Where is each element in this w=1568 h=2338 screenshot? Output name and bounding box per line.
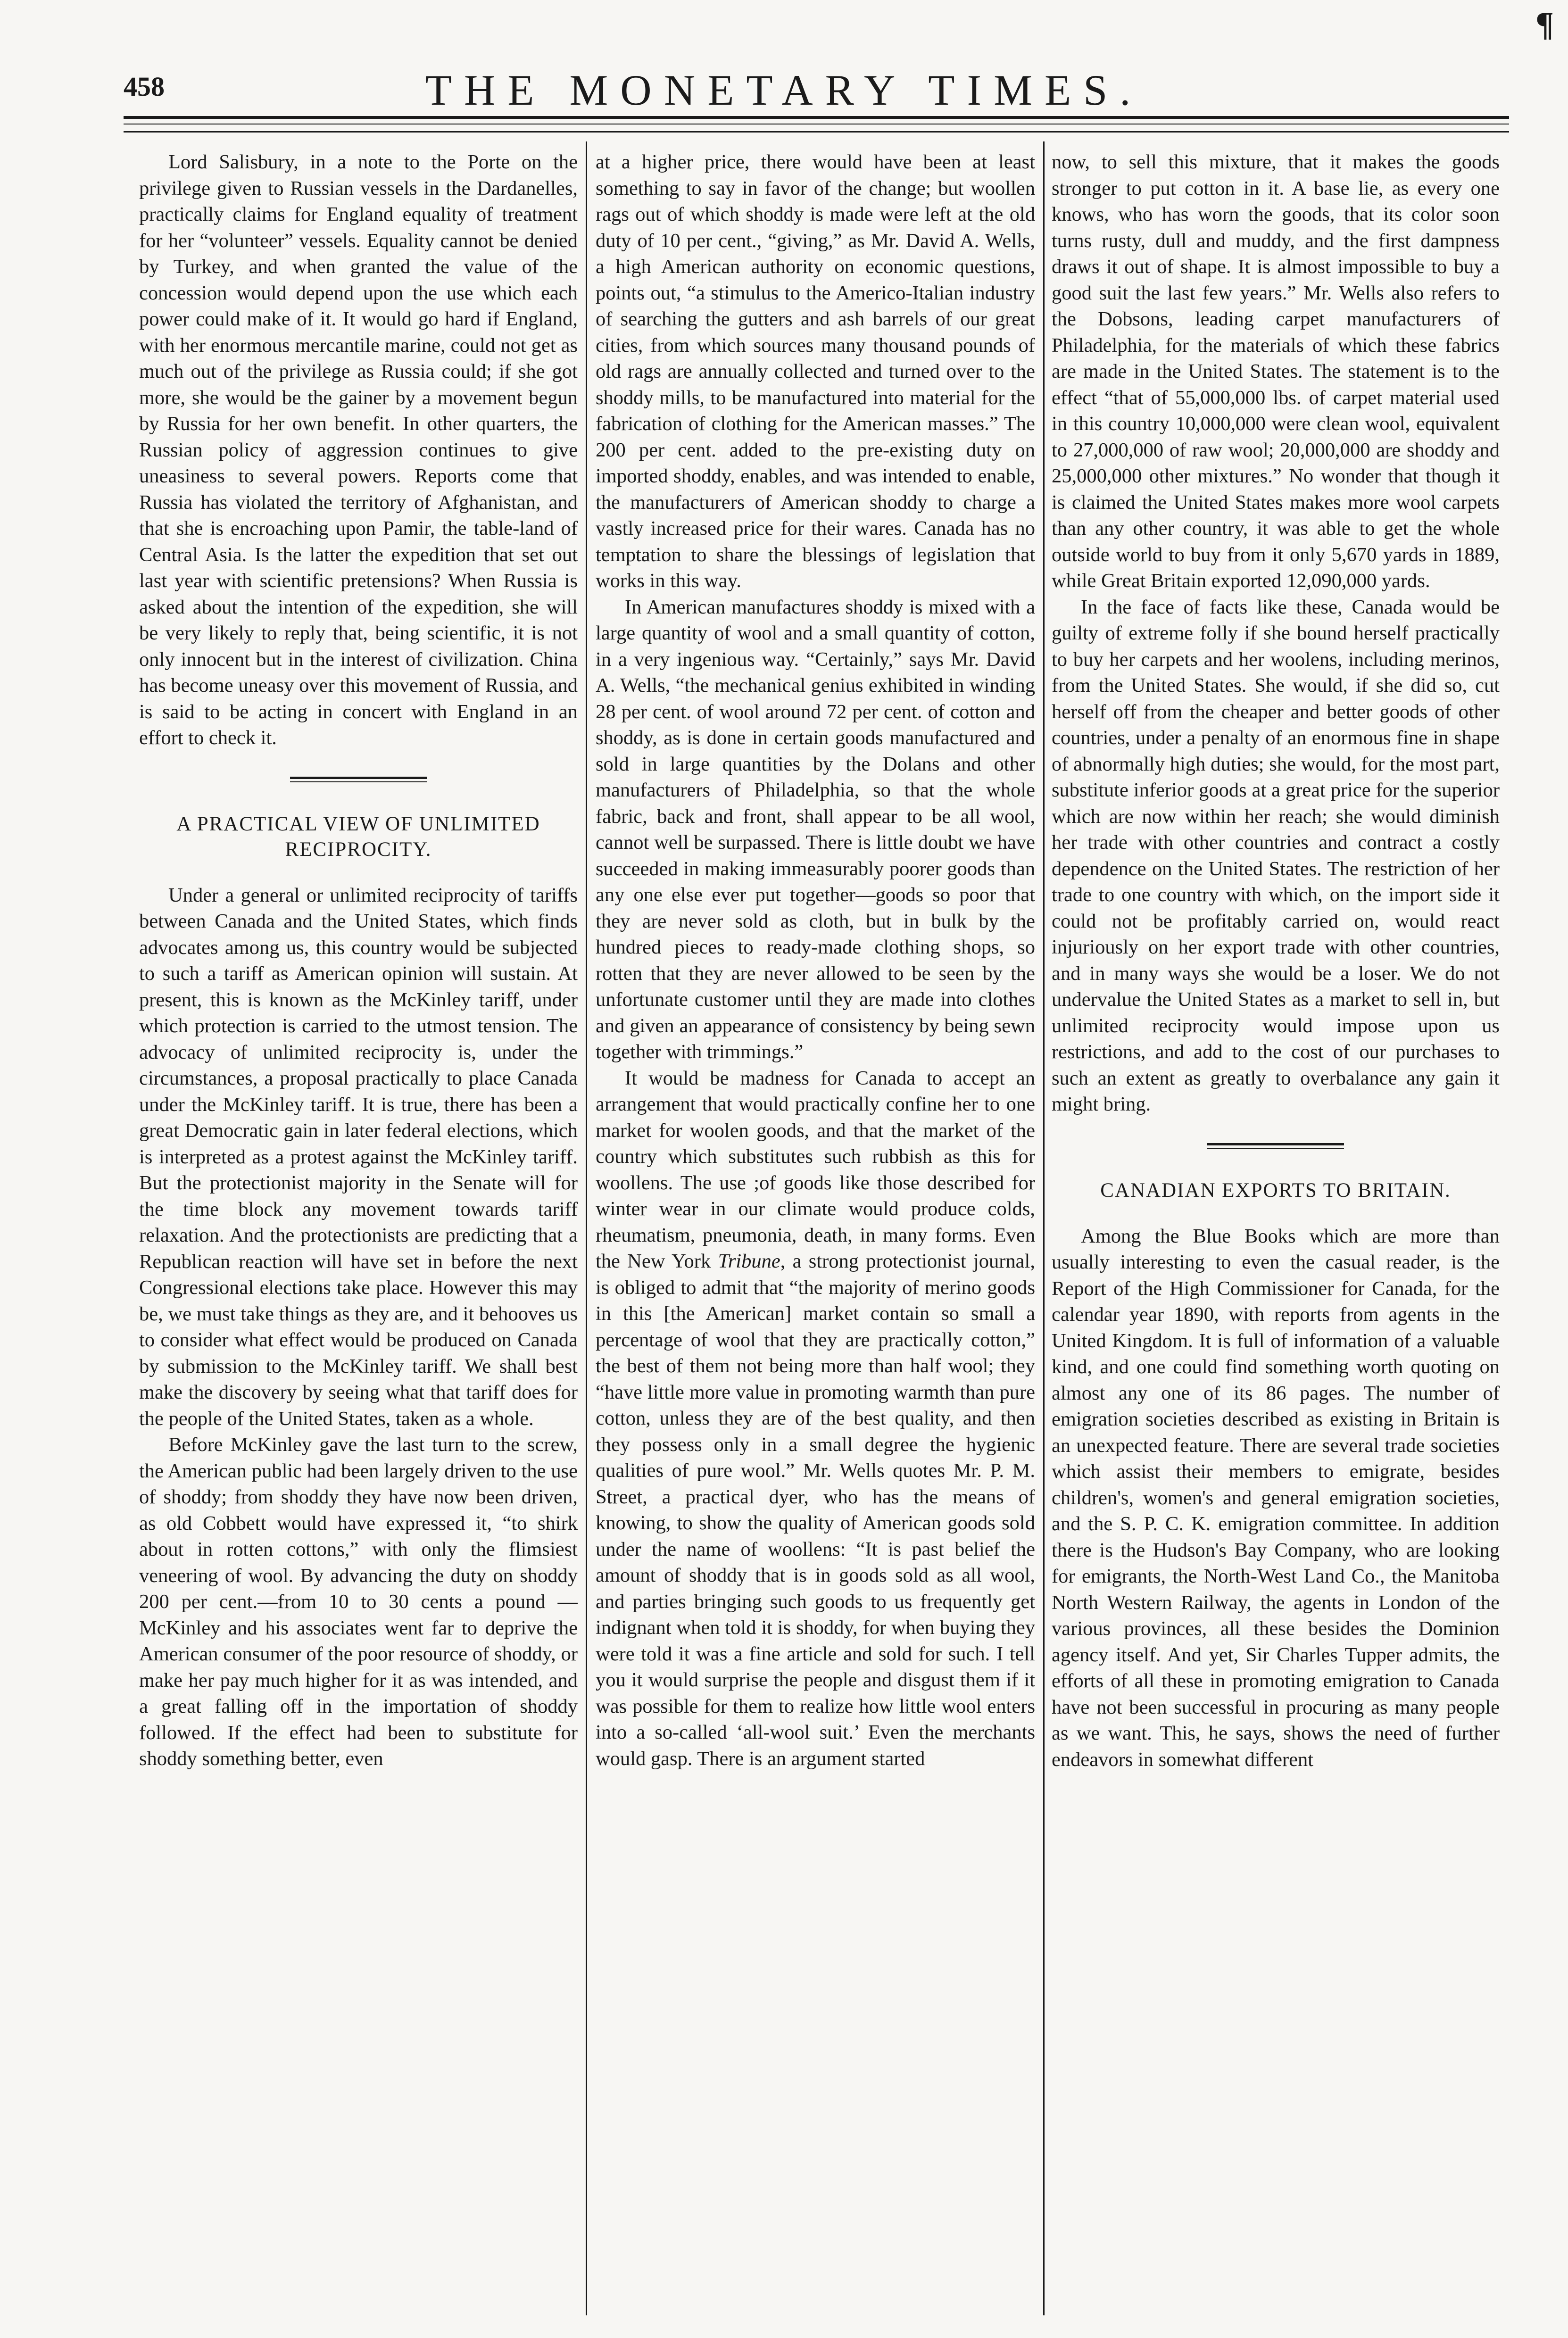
- section-separator: [1207, 1143, 1344, 1149]
- column-divider-1: [586, 141, 587, 2315]
- text-run: It would be madness for Canada to accept an arrangement that would practically confine her to one market for woolen goods, and that the market of the country which substitutes such rubbish as this for woollens. The use ;of goods like those described for winter wear in our climate would produce colds, rheumatism, pneumonia, death, in many forms. Even the New York: [596, 1067, 1035, 1272]
- salisbury-paragraph: Lord Salisbury, in a note to the Porte on the privilege given to Russian vessels in the Dardanelles, practically claims for England equality of treatment for her “volunteer” vessels. Equality cannot be denied by Turkey, and when granted the value of the concession would depend upon the use which each power could make of it. It would go hard if England, with her enormous mercantile marine, could not get as much out of the privilege as Russia could; if she got more, she would be the gainer by a movement begun by Russia for her own benefit. In other quarters, the Russian policy of aggression continues to give uneasiness to several powers. Reports come that Russia has violated the territory of Afghanistan, and that she is encroaching upon Pamir, the table-land of Central Asia. Is the latter the expedition that set out last year with scientific pretensions? When Russia is asked about the intention of the expedition, she will be very likely to reply that, being scientific, it is not only innocent but in the interest of civilization. China has become uneasy over this movement of Russia, and is said to be acting in concert with England in an effort to check it.: [139, 151, 578, 749]
- article-heading-reciprocity: A PRACTICAL VIEW OF UNLIMITED RECIPROCITY.: [176, 812, 540, 861]
- column-3: [1052, 149, 1500, 2318]
- masthead-title: THE MONETARY TIMES.: [425, 66, 1143, 114]
- header-rule-thick: [124, 116, 1509, 119]
- article-paragraph: Before McKinley gave the last turn to the screw, the American public had been largely driven to the use of shoddy; from shoddy they have now been driven, as old Cobbett would have expressed it, “to shirk about in rotten cottons,” with only the flimsiest veneering of wool. By advancing the duty on shoddy 200 per cent.—from 10 to 30 cents a pound —McKinley and his associates went far to deprive the American consumer of the poor resource of shoddy, or make her pay much higher for it as was intended, and a great falling off in the importation of shoddy followed. If the effect had been to substitute for shoddy something better, even: [139, 1434, 578, 1770]
- article-paragraph: [596, 1065, 1035, 1772]
- article-paragraph: at a higher price, there would have been at least something to say in favor of the change; but woollen rags out of which shoddy is made were left at the old duty of 10 per cent., “giving,” as Mr. David A. Wells, a high American authority on economic questions, points out, “a stimulus to the Americo-Italian industry of searching the gutters and ash barrels of our great cities, from which sources many thousand pounds of old rags are annually collected and turned over to the shoddy mills, to be manufactured into material for the fabrication of clothing for the American masses.” The 200 per cent. added to the pre-existing duty on imported shoddy, enables, and was intended to enable, the manufacturers of American shoddy to charge a vastly increased price for their wares. Canada has no temptation to share the blessings of legislation that works in this way.: [596, 151, 1035, 592]
- header-rule-bottom: [124, 131, 1509, 133]
- text-run: , a strong protectionist journal, is obliged to admit that “the majority of merino goods in this [the American] market contain so small a percentage of wool that they are practically cotton,” the best of them not being more than half wool; they “have little more value in promoting warmth than pure cotton, unless they are of the best quality, and then they possess only in a small degree the hygienic qualities of pure wool.” Mr. Wells quotes Mr. P. M. Street, a practical dyer, who has the means of knowing, to show the quality of American goods sold under the name of woollens: “It is past belief the amount of shoddy that is in goods sold as all wool, and parties bringing such goods to us frequently get indignant when told it is shoddy, for when buying they were told it was a fine article and sold for such. I tell you it would surprise the people and disgust them if it was possible for them to realize how little wool enters into a so-called ‘all-wool suit.’ Even the merchants would gasp. There is an argument started: [596, 1250, 1035, 1770]
- column-1: [139, 149, 578, 2318]
- article-paragraph: In the face of facts like these, Canada would be guilty of extreme folly if she bound herself practically to buy her carpets and her woolens, including merinos, from the United States. She would, if she did so, cut herself off from the cheaper and better goods of other countries, under a penalty of an enormous fine in shape of abnormally high duties; she would, for the most part, substitute inferior goods at a great price for the superior which are now within her reach; she would diminish her trade with other countries and contract a costly dependence on the United States. The restriction of her trade to one country with which, on the import side it could not be profitably carried on, would react injuriously on her export trade with other countries, and in many ways she would be a loser. We do not undervalue the United States as a market to sell in, but unlimited reciprocity would impose upon us restrictions, and add to the cost of our purchases to such an extent as greatly to overbalance any gain it might bring.: [1052, 596, 1500, 1115]
- corner-mark: ¶: [1535, 5, 1554, 43]
- article-paragraph: In American manufactures shoddy is mixed with a large quantity of wool and a small quantity of cotton, in a very ingenious way. “Certainly,” says Mr. David A. Wells, “the mechanical genius exhibited in winding 28 per cent. of wool around 72 per cent. of cotton and shoddy, as is done in certain goods manufactured and sold in large quantities by the Dolans and other manufacturers of Philadelphia, so that the whole fabric, back and front, shall appear to be all wool, cannot well be surpassed. There is little doubt we have succeeded in making immeasurably poorer goods than any one else ever put together—goods so poor that they are never sold as cloth, but in bulk by the hundred pieces to ready-made clothing shops, so rotten that they are never allowed to be seen by the unfortunate customer until they are made into clothes and given an appearance of consistency by being sewn together with trimmings.”: [596, 596, 1035, 1063]
- newspaper-name: Tribune: [718, 1250, 780, 1272]
- article-heading-exports: CANADIAN EXPORTS TO BRITAIN.: [1100, 1179, 1451, 1202]
- article-paragraph: now, to sell this mixture, that it makes the goods stronger to put cotton in it. A base lie, as every one knows, who has worn the goods, that its color soon turns rusty, dull and muddy, and the first dampness draws it out of shape. It is almost impossible to buy a good suit the last few years.” Mr. Wells also refers to the Dobsons, leading carpet manufacturers of Philadelphia, for the materials of which these fabrics are made in the United States. The statement is to the effect “that of 55,000,000 lbs. of carpet material used in this country 10,000,000 were clean wool, equivalent to 27,000,000 of raw wool; 20,000,000 are shoddy and 25,000,000 other mixtures.” No wonder that though it is claimed the United States makes more wool carpets than any other country, it was able to get the whole outside world to buy from it only 5,670 yards in 1889, while Great Britain exported 12,090,000 yards.: [1052, 151, 1500, 592]
- article-paragraph: Among the Blue Books which are more than usually interesting to even the casual reader, is the Report of the High Commissioner for Canada, for the calendar year 1890, with reports from agents in the United Kingdom. It is full of information of a valuable kind, and one could find something worth quoting on almost any one of its 86 pages. The number of emigration societies described as existing in Britain is an unexpected feature. There are several trade societies which assist their members to emigrate, besides children's, women's and general emigration societies, and the S. P. C. K. emigration committee. In addition there is the Hudson's Bay Company, who are looking for emigrants, the North-West Land Co., the Manitoba North Western Railway, the agents in London of the various provinces, all these besides the Dominion agency itself. And yet, Sir Charles Tupper admits, the efforts of all these in promoting emigration to Canada have not been successful in procuring as many people as we want. This, he says, shows the need of further endeavors in somewhat different: [1052, 1225, 1500, 1771]
- page-number: 458: [124, 71, 165, 102]
- article-paragraph: Under a general or unlimited reciprocity of tariffs between Canada and the United States, which finds advocates among us, this country would be subjected to such a tariff as American opinion will sustain. At present, this is known as the McKinley tariff, under which protection is carried to the utmost tension. The advocacy of unlimited reciprocity is, under the circumstances, a proposal practically to place Canada under the McKinley tariff. It is true, there has been a great Democratic gain in later federal elections, which is interpreted as a protest against the McKinley tariff. But the protectionist majority in the Senate will for the time block any movement towards tariff relaxation. And the protectionists are predicting that a Republican reaction will have set in before the next Congressional elections take place. However this may be, we must take things as they are, and it behooves us to consider what effect would be produced on Canada by submission to the McKinley tariff. We shall best make the discovery by seeing what that tariff does for the people of the United States, taken as a whole.: [139, 884, 578, 1430]
- section-separator: [290, 777, 427, 782]
- column-2: [596, 149, 1035, 2318]
- column-divider-2: [1043, 141, 1045, 2315]
